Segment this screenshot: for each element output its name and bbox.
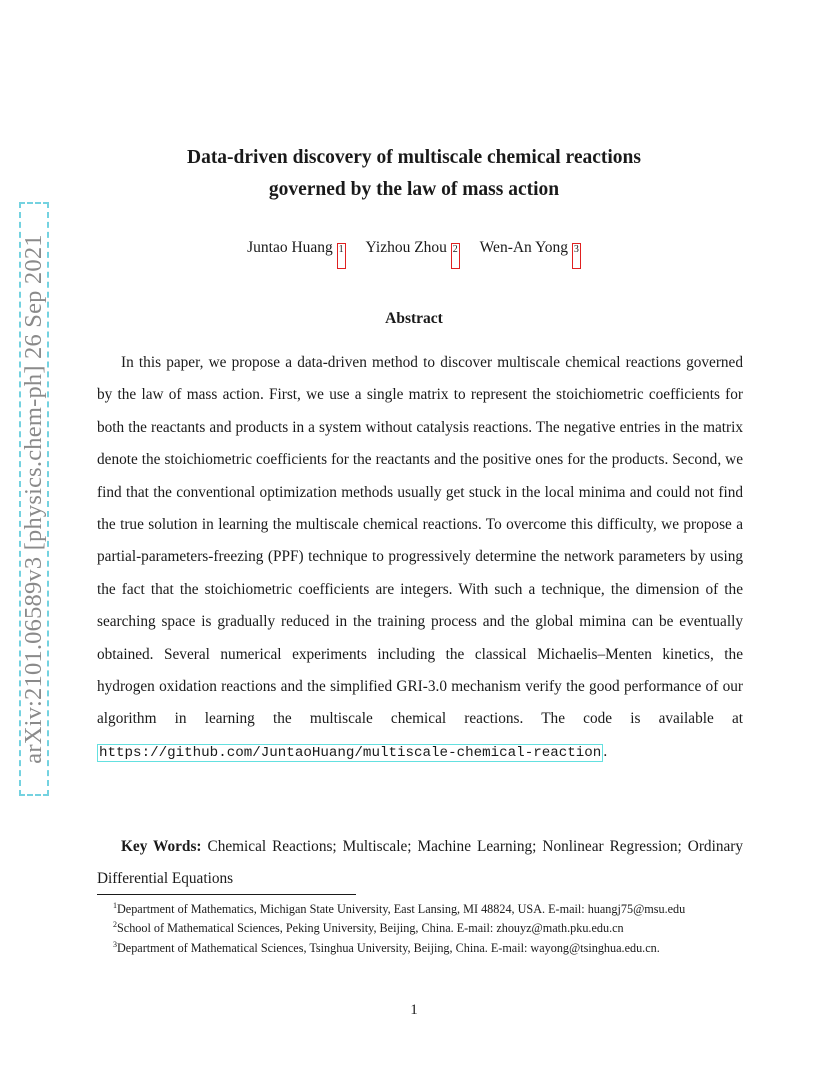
author-2 <box>366 236 460 262</box>
footnote-mark: 1 <box>113 901 117 910</box>
footnote-text: Department of Mathematical Sciences, Tsinghua University, Beijing, China. E-mail: wayong@tsinghua.edu.cn. <box>117 940 660 955</box>
footnote-3 <box>97 937 743 956</box>
author-3 <box>480 236 581 262</box>
author-name: Wen-An Yong <box>479 239 568 256</box>
footnote-mark: 2 <box>113 920 117 930</box>
abstract-end: . <box>603 742 608 760</box>
title-line-1: Data-driven discovery of multiscale chemical reactions <box>186 147 641 168</box>
author-list <box>0 236 828 262</box>
footnote-text: School of Mathematical Sciences, Peking University, Beijing, China. E-mail: zhouyz@math.pku.edu.cn <box>117 921 624 936</box>
paper-title <box>0 142 828 206</box>
footnote-text: Department of Mathematics, Michigan State University, East Lansing, MI 48824, USA. E-mail: huangj75@msu.edu <box>117 902 686 916</box>
footnote-2 <box>97 917 743 936</box>
code-repository-link[interactable]: https://github.com/JuntaoHuang/multiscale-chemical-reaction <box>99 744 602 761</box>
footnote-divider <box>97 894 356 895</box>
footnote-1 <box>97 898 743 917</box>
author-1 <box>247 236 346 262</box>
footnote-link-3[interactable]: 3 <box>572 243 581 269</box>
abstract-heading: Abstract <box>385 310 443 327</box>
keywords-text: Chemical Reactions; Multiscale; Machine Learning; Nonlinear Regression; Ordinary Differential Equations <box>97 838 744 888</box>
footnote-link-1[interactable]: 1 <box>337 243 346 269</box>
footnotes <box>97 898 743 956</box>
keywords-label: Key Words: <box>121 838 202 855</box>
footnote-link-2[interactable]: 2 <box>451 243 460 269</box>
author-name: Yizhou Zhou <box>365 239 447 256</box>
title-line-2: governed by the law of mass action <box>268 179 560 200</box>
author-name: Juntao Huang <box>247 239 333 256</box>
keywords-section <box>97 831 743 896</box>
page-number: 1 <box>410 1002 418 1018</box>
arxiv-identifier[interactable]: arXiv:2101.06589v3 [physics.chem-ph] 26 Sep 2021 <box>20 234 47 764</box>
abstract-text: In this paper, we propose a data-driven method to discover multiscale chemical reactions governed by the law of mass action. First, we use a single matrix to represent the stoichiometric coefficients for both the reactants and products in a system without catalysis reactions. The negative entries in the matrix denote the stoichiometric coefficients for the reactants and the positive ones for the products. Second, we find that the conventional optimization methods usually get stuck in the local minima and could not find the true solution in learning the multiscale chemical reactions. To overcome this difficulty, we propose a partial-parameters-freezing (PPF) technique to progressively determine the network parameters by using the fact that the stoichiometric coefficients are integers. With such a technique, the dimension of the searching space is gradually reduced in the training process and the global mimina can be eventually obtained. Several numerical experiments including the classical Michaelis–Menten kinetics, the hydrogen oxidation reactions and the simplified GRI-3.0 mechanism verify the good performance of our algorithm in learning the multiscale chemical reactions. The code is available at <box>97 354 743 728</box>
footnote-mark: 3 <box>113 939 117 949</box>
abstract-body <box>97 347 743 769</box>
